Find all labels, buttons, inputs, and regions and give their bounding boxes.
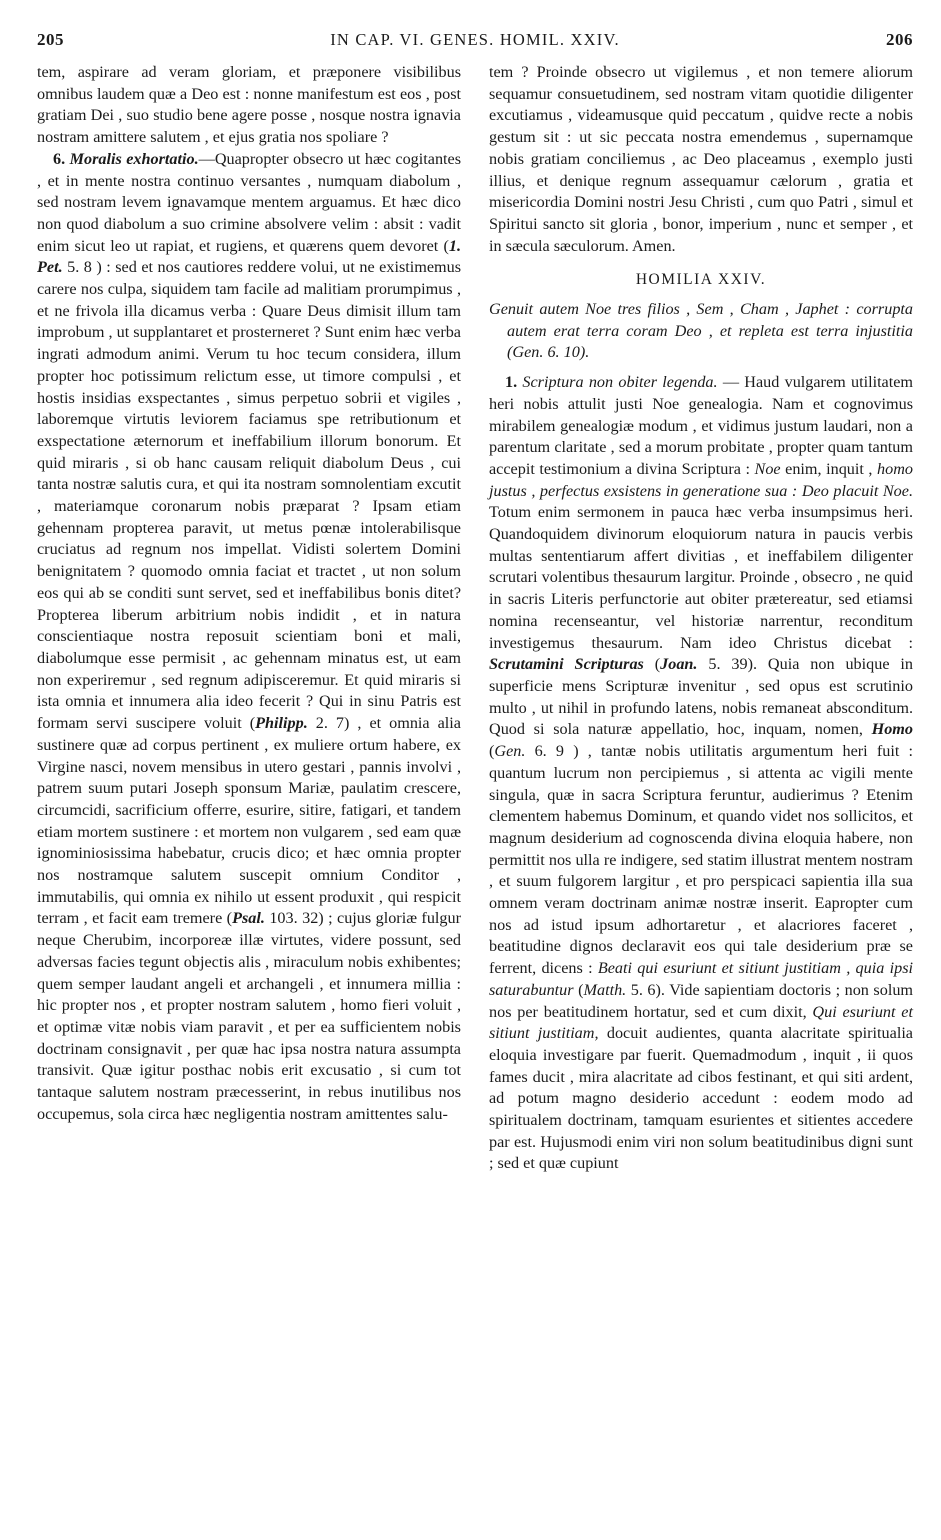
left-text-c: 2. 7) , et omnia alia sustinere quæ ad corpus pertinent , ex muliere ortum habere, ex Virgine nasci, novem mensibus in utero gestari , pannis involvi , patrem suum putari Joseph sponsum Mariæ, paulatim crescere, circumcidi, sacrificium offerre, esurire, sitire, fatigari, et tandem etiam mortem sustinere : et mortem non vulgarem , sed eam quæ ignominiosissima habebatur, crucis dico; et hæc omnia propter nos nostramque salutem suscepit omnium Conditor , immutabilis, qui omnia ex nihilo ut essent produxit , qui respicit terram , et facit eam tremere ( [37, 714, 461, 928]
right-text-h: ( [573, 980, 584, 999]
text-columns [37, 62, 913, 1175]
scripture-lemma [489, 299, 913, 364]
left-text-d: 103. 32) ; cujus gloriæ fulgur neque Cherubim, incorporeæ illæ virtutes, videre possunt, sed adversas facies tegunt objectis alis , miraculum nobis exhibentes; quem semper laudant angeli et archangeli , et innumera millia : hic propter nos , et propter nostram salutem , homo fieri voluit , et optimæ vitæ nobis viam paravit , et per ea sufficientem nobis doctrinam consignavit , per quæ hac ipsa nostra natura assumpta transivit. Quæ igitur posthac nobis erit excusatio , si cum tot tantaque salutem nostram præcesserint, in rebus inutilibus nos occupemus, sola circa hæc negligentia nostram amittentes salu- [37, 909, 461, 1123]
quote-beati: Beati qui esuriunt et sitiunt justitiam , quia ipsi saturabuntur [489, 959, 913, 999]
homily-heading: HOMILIA XXIV. [635, 271, 767, 289]
section-title: Scriptura non obiter legenda. [522, 373, 718, 392]
reference-psal: Psal. [232, 909, 265, 928]
quote-qui-esuriunt: Qui esuriunt et sitiunt justitiam, [489, 1002, 913, 1043]
reference-gen: Gen. [494, 742, 526, 761]
left-text-b: 5. 8 ) : sed et nos cautiores reddere volui, ut ne existimemus carere nos culpa, siquidem tam facile ad malitiam prorumpimus , et ne frivola illa dicamus verba : Quare Deus dimisit illum tam improbum , ut supplantaret et prosterneret ? Sunt enim hæc verba ingrati admodum animi. Verum tu hoc tecum considera, illum propter hoc potissimum relictum esse, ut timore compulsi , et hostis insidias exspectantes , simus perpetuo sobrii et vigiles , laboremque virtutis leviorem faciamus spe retributionum et exspectatione æternorum et ineffabilium illorum bonorum. Et quid miraris , si ob hanc causam reliquit diabolum Deus , cui tanta nostræ salutis cura, et qui ita nostram somnolentiam excutit , materiamque coronarum nobis præparat ? Ipsam etiam gehennam propterea paravit, ut metus pœnæ intolerabilisque cruciatus ad regnum nos impellat. Vidisti solertem Domini benignitatem ? quomodo omnia faciat et tractet , ut non solum eos qui ab se conditi sunt servet, sed et ineffabilibus bonis ditet? Propterea liberum arbitrium nobis indidit , et in natura conscientiaque nostra reposuit scientiam boni et mali, diabolumque esse permisit , ac gehennam minatus est, ut eam non experiremur , sed regnum adipisceremur. Et quid miraris si ista omnia et innumera alia ideo fecerit ? Qui in sinu Patris est formam servi suscipere voluit ( [37, 258, 461, 733]
running-header [37, 30, 913, 58]
right-text-a: — Haud vulgarem utilitatem heri nobis attulit justi Noe genealogia. Nam et cognovimus mirabilem genealogiæ modum , et vidimus justum laudari, non a parentum claritate , sed a morum probitate , propter quam tantum accepit testimonium a divina Scriptura : [489, 373, 914, 478]
right-text-b: enim, inquit , [780, 459, 878, 478]
quote-scrutamini: Scrutamini Scripturas [489, 655, 644, 674]
reference-matth: Matth. [583, 980, 627, 999]
reference-philipp: Philipp. [255, 714, 308, 733]
left-text-a: —Quapropter obsecro ut hæc cogitantes , et in mente nostra continuo versantes , numquam diabolum , sed nostram levem ignavamque mentem arguamus. Et hæc dico non quod diabolum a suo crimine absolvere velim : absit : vadit enim sicut leo ut rapiat, et rugiens, et quærens quem devoret ( [37, 149, 462, 255]
right-paragraph-1-text: tem ? Proinde obsecro ut vigilemus , et non temere aliorum sequamur consuetudinem, sed nostram vitam quotidie diligenter excutiamus , videamusque quid peccatum , quidve recte a nobis gestum sit : ut sic peccata nostra emendemus , supernamque nobis gratiam conciliemus , ac Deo placeamus , exemplo justi illius, et denique regnum assequamur cælorum , gratia et misericordia Domini nostri Jesu Christi , cum quo Patri , simul et Spiritui sancto sit gloria , bonor, imperium , nunc et semper , et in sæcula sæculorum. Amen. [489, 63, 913, 255]
page-number-left: 205 [37, 30, 64, 49]
right-text-e: 5. 39). Quia non ubique in superficie mens Scripturæ invenitur , sed opus est scrutinio multo , ut nihil in profundo latens, nobis remaneat absconditum. Quod si sola naturæ appellatio, hoc, inquam, nomen, [489, 655, 914, 739]
left-paragraph-1-text: tem, aspirare ad veram gloriam, et præponere visibilibus omnibus laudem quæ a Deo est : nonne manifestum est eos , post gratiam Dei , suo studio bene agere posse , nosque nostra ignavia nostram amittere salutem , et ejus gratia nos spoliare ? [37, 63, 461, 147]
reference-joan: Joan. [660, 655, 698, 674]
right-paragraph-2 [489, 372, 913, 1175]
page-number-right: 206 [885, 30, 913, 49]
right-text-g: 6. 9 ) , tantæ nobis utilitatis argumentum heri fuit : quantum lucrum non percipiemus , si attenta ac vigili mente singula, quæ in sacra Scriptura feruntur, audierimus ? Etenim clementem habemus Dominum, et quando videt nos sollicitos, et magnum desiderium ad cognoscenda divina eloquia habere, non permittit nos ulla re indigere, sed statim illustrat mentem nostram , et suum fulgorem largitur , et pro perspicaci sapientia illa sua omnem veram doctrinam animæ nostræ inserit. Eapropter cum nos ad istud ipsum adhortaretur , et alacriores faceret , beatitudine dignos declaravit eos qui tale desiderium præ se ferrent, dicens : [489, 742, 913, 978]
reference-pet: 1. Pet. [37, 236, 461, 277]
right-text-j: docuit audientes, quanta alacritate spiritualia eloquia investigare par fuerit. Quemadmodum , inquit , ii quos fames ducit , mira alacritate ad cibos festinant, et qui siti ardent, ad potum magno desiderio accedunt : eodem modo ad spiritualem doctrinam, tamquam esurientes et sitientes accedere par est. Hujusmodi enim viri non solum beatitudinibus digni sunt ; sed et quæ cupiunt [489, 1024, 913, 1173]
right-column [489, 62, 913, 1175]
right-text-f: ( [489, 742, 495, 761]
left-paragraph-2 [37, 149, 461, 1126]
left-paragraph-1 [37, 62, 461, 149]
word-noe: Noe [754, 459, 781, 478]
lemma-text-a: Genuit autem Noe tres filios , Sem , Cham , Japhet : corrupta autem erat terra coram Deo , et repleta est terra injustitia ( [489, 300, 913, 362]
word-homo: Homo [871, 720, 913, 739]
lemma-text-b: 6. 10). [543, 343, 590, 362]
right-text-d: ( [643, 655, 661, 674]
right-text-i: 5. 6). Vide sapientiam doctoris ; non solum nos per beatitudinem hortatur, sed et cum dixit, [489, 980, 913, 1021]
section-title: Moralis exhortatio. [69, 149, 199, 168]
left-column [37, 62, 461, 1175]
lemma-reference: Gen. [512, 343, 544, 362]
running-title: IN CAP. VI. GENES. HOMIL. XXIV. [330, 30, 620, 49]
right-paragraph-1 [489, 62, 913, 257]
quote-homo-justus: homo justus , perfectus exsistens in generatione sua : Deo placuit Noe. [489, 459, 914, 500]
section-number: 6. [53, 149, 66, 168]
section-number: 1. [505, 373, 518, 392]
right-text-c: Totum enim sermonem in pauca hæc verba insumpsimus heri. Quandoquidem divinorum eloquiorum natura in paucis verbis multas sententiarum affert divitias , et ineffabilem diligenter scrutari volentibus thesaurum largitur. Proinde , obsecro , ne quid in sacris Literis perfunctorie aut obiter prætereatur, sed etiamsi nomina recenseantur, vel historiæ narrentur, reconditum investigemus thesaurum. Nam ideo Christus dicebat : [489, 503, 913, 652]
